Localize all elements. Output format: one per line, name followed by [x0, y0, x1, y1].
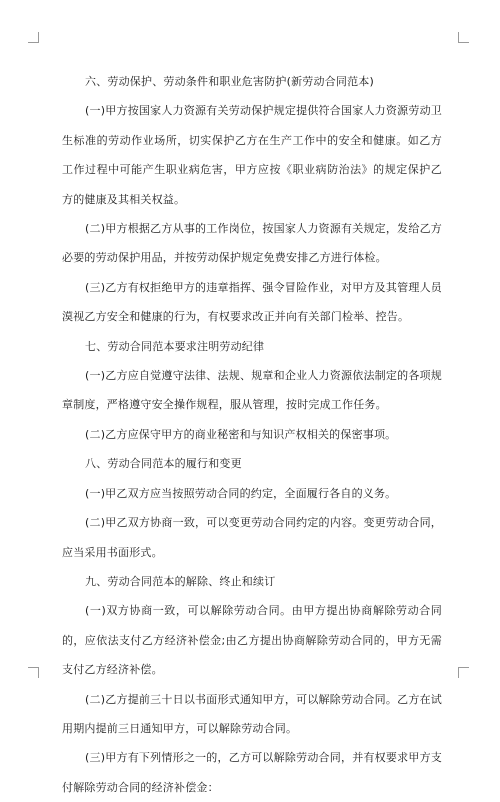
crop-mark-bottom-right	[458, 667, 469, 678]
paragraph: (三)乙方有权拒绝甲方的违章指挥、强令冒险作业，对甲方及其管理人员漠视乙方安全和健康的行为，有权要求改正并向有关部门检举、控告。	[62, 280, 442, 324]
section-heading-termination-and-renewal: 九、劳动合同范本的解除、终止和续订	[85, 574, 276, 588]
document-body	[62, 67, 442, 802]
paragraph: (一)双方协商一致，可以解除劳动合同。由甲方提出协商解除劳动合同的，应依法支付乙方经济补偿金;由乙方提出协商解除劳动合同的，甲方无需支付乙方经济补偿。	[62, 604, 442, 677]
paragraph: (一)甲方按国家人力资源有关劳动保护规定提供符合国家人力资源劳动卫生标准的劳动作业场所，切实保护乙方在生产工作中的安全和健康。如乙方工作过程中可能产生职业病危害，甲方应按《职业病防治法》的规定保护乙方的健康及其相关权益。	[62, 104, 442, 206]
paragraph: (二)甲乙双方协商一致，可以变更劳动合同约定的内容。变更劳动合同，应当采用书面形式。	[62, 516, 442, 559]
crop-mark-top-right	[458, 32, 469, 43]
section-heading-labor-protection: 六、劳动保护、劳动条件和职业危害防护(新劳动合同范本)	[85, 75, 374, 88]
paragraph: (一)甲乙双方应当按照劳动合同的约定，全面履行各自的义务。	[85, 486, 397, 500]
crop-mark-top-left	[28, 32, 39, 43]
paragraph: (一)乙方应自觉遵守法律、法规、规章和企业人力资源依法制定的各项规章制度，严格遵守安全操作规程，服从管理，按时完成工作任务。	[62, 369, 442, 412]
section-heading-labor-discipline: 七、劳动合同范本要求注明劳动纪律	[85, 339, 265, 353]
paragraph: (二)乙方提前三十日以书面形式通知甲方，可以解除劳动合同。乙方在试用期内提前三日通知甲方，可以解除劳动合同。	[62, 692, 442, 735]
paragraph: (二)甲方根据乙方从事的工作岗位，按国家人力资源有关规定，发给乙方必要的劳动保护用品，并按劳动保护规定免费安排乙方进行体检。	[62, 222, 442, 265]
crop-mark-bottom-left	[28, 667, 39, 678]
section-heading-performance-and-changes: 八、劳动合同范本的履行和变更	[85, 457, 242, 471]
paragraph: (二)乙方应保守甲方的商业秘密和与知识产权相关的保密事项。	[85, 427, 397, 441]
paragraph: (三)甲方有下列情形之一的，乙方可以解除劳动合同，并有权要求甲方支付解除劳动合同的经济补偿金：	[62, 751, 442, 794]
